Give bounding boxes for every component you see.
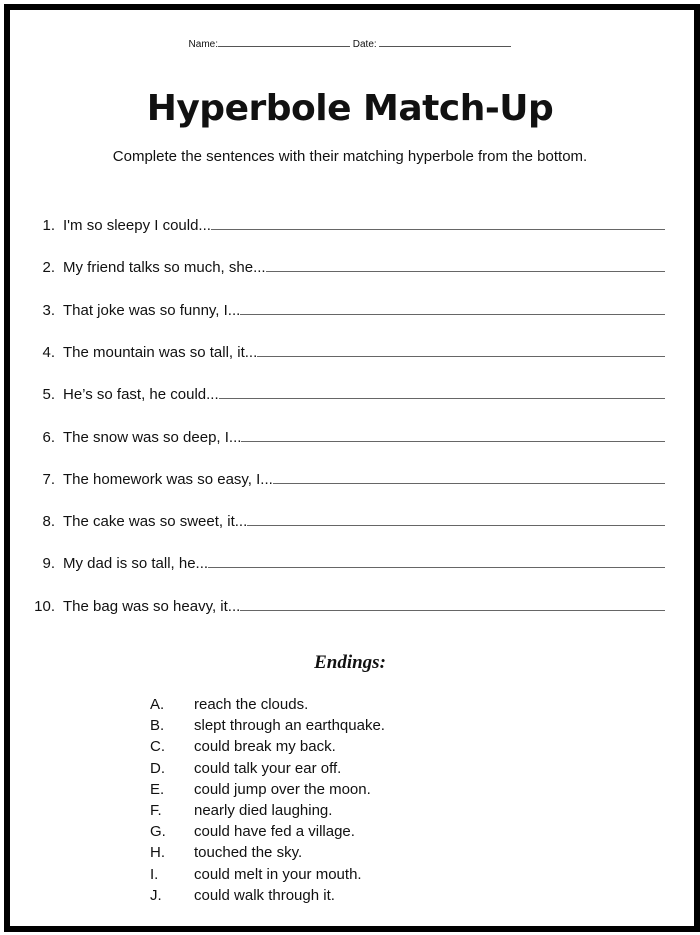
question-text: The snow was so deep, I... [63, 428, 242, 446]
question-item [0, 552, 700, 572]
question-text: I'm so sleepy I could... [63, 217, 211, 234]
question-number: 6. [42, 428, 55, 446]
answer-line[interactable] [273, 483, 665, 484]
question-text: The cake was so sweet, it... [63, 513, 248, 531]
question-text: My friend talks so much, she... [63, 259, 266, 277]
question-item [0, 214, 700, 234]
ending-letter: E. [150, 780, 165, 798]
answer-line[interactable] [241, 441, 665, 442]
question-number: 5. [42, 386, 55, 404]
answer-line[interactable] [266, 271, 665, 272]
answer-line[interactable] [240, 610, 665, 611]
question-number: 4. [42, 343, 55, 361]
question-number: 2. [42, 259, 55, 277]
endings-heading: Endings: [314, 652, 386, 673]
ending-letter: F. [150, 802, 162, 819]
ending-letter: I. [150, 865, 159, 883]
question-number: 7. [42, 470, 55, 488]
ending-text: could walk through it. [194, 886, 335, 904]
ending-letter: H. [150, 844, 165, 862]
date-blank[interactable] [379, 37, 511, 47]
question-item [0, 341, 700, 361]
instructions: Complete the sentences with their matching hyperbole from the bottom. [112, 148, 588, 165]
worksheet-title: Hyperbole Match-Up [146, 88, 554, 129]
ending-text: could jump over the moon. [194, 780, 371, 798]
answer-line[interactable] [211, 229, 665, 230]
ending-letter: A. [150, 696, 165, 713]
question-number: 8. [42, 513, 55, 531]
question-item [0, 299, 700, 319]
question-item [0, 426, 700, 446]
question-number: 1. [42, 217, 55, 234]
ending-letter: B. [150, 717, 165, 735]
question-item [0, 595, 700, 615]
question-text: My dad is so tall, he... [63, 555, 209, 573]
name-date-header [0, 37, 700, 50]
ending-letter: D. [150, 759, 165, 777]
ending-text: nearly died laughing. [194, 802, 333, 819]
ending-text: slept through an earthquake. [194, 717, 385, 735]
answer-line[interactable] [240, 314, 665, 315]
answer-line[interactable] [247, 525, 665, 526]
question-item [0, 510, 700, 530]
name-blank[interactable] [218, 37, 350, 47]
question-text: The bag was so heavy, it... [63, 597, 241, 615]
answer-line[interactable] [257, 356, 665, 357]
ending-text: could break my back. [194, 738, 336, 756]
date-label: Date: [352, 39, 377, 50]
question-item [0, 256, 700, 276]
ending-text: could have fed a village. [194, 823, 355, 841]
question-number: 3. [42, 301, 55, 319]
ending-letter: C. [150, 738, 165, 756]
answer-line[interactable] [219, 398, 665, 399]
question-number: 10. [34, 597, 55, 615]
question-item [0, 383, 700, 403]
question-item [0, 468, 700, 488]
question-text: The homework was so easy, I... [63, 470, 273, 488]
question-number: 9. [42, 555, 55, 573]
ending-letter: G. [150, 823, 166, 841]
question-text: That joke was so funny, I... [63, 301, 241, 319]
ending-letter: J. [150, 886, 162, 904]
ending-text: could talk your ear off. [194, 759, 342, 777]
question-text: The mountain was so tall, it... [63, 343, 258, 361]
ending-text: could melt in your mouth. [194, 865, 362, 883]
answer-line[interactable] [208, 567, 665, 568]
ending-text: reach the clouds. [194, 696, 309, 713]
question-text: He’s so fast, he could... [63, 386, 219, 404]
name-label: Name: [188, 39, 218, 50]
ending-text: touched the sky. [194, 844, 303, 862]
